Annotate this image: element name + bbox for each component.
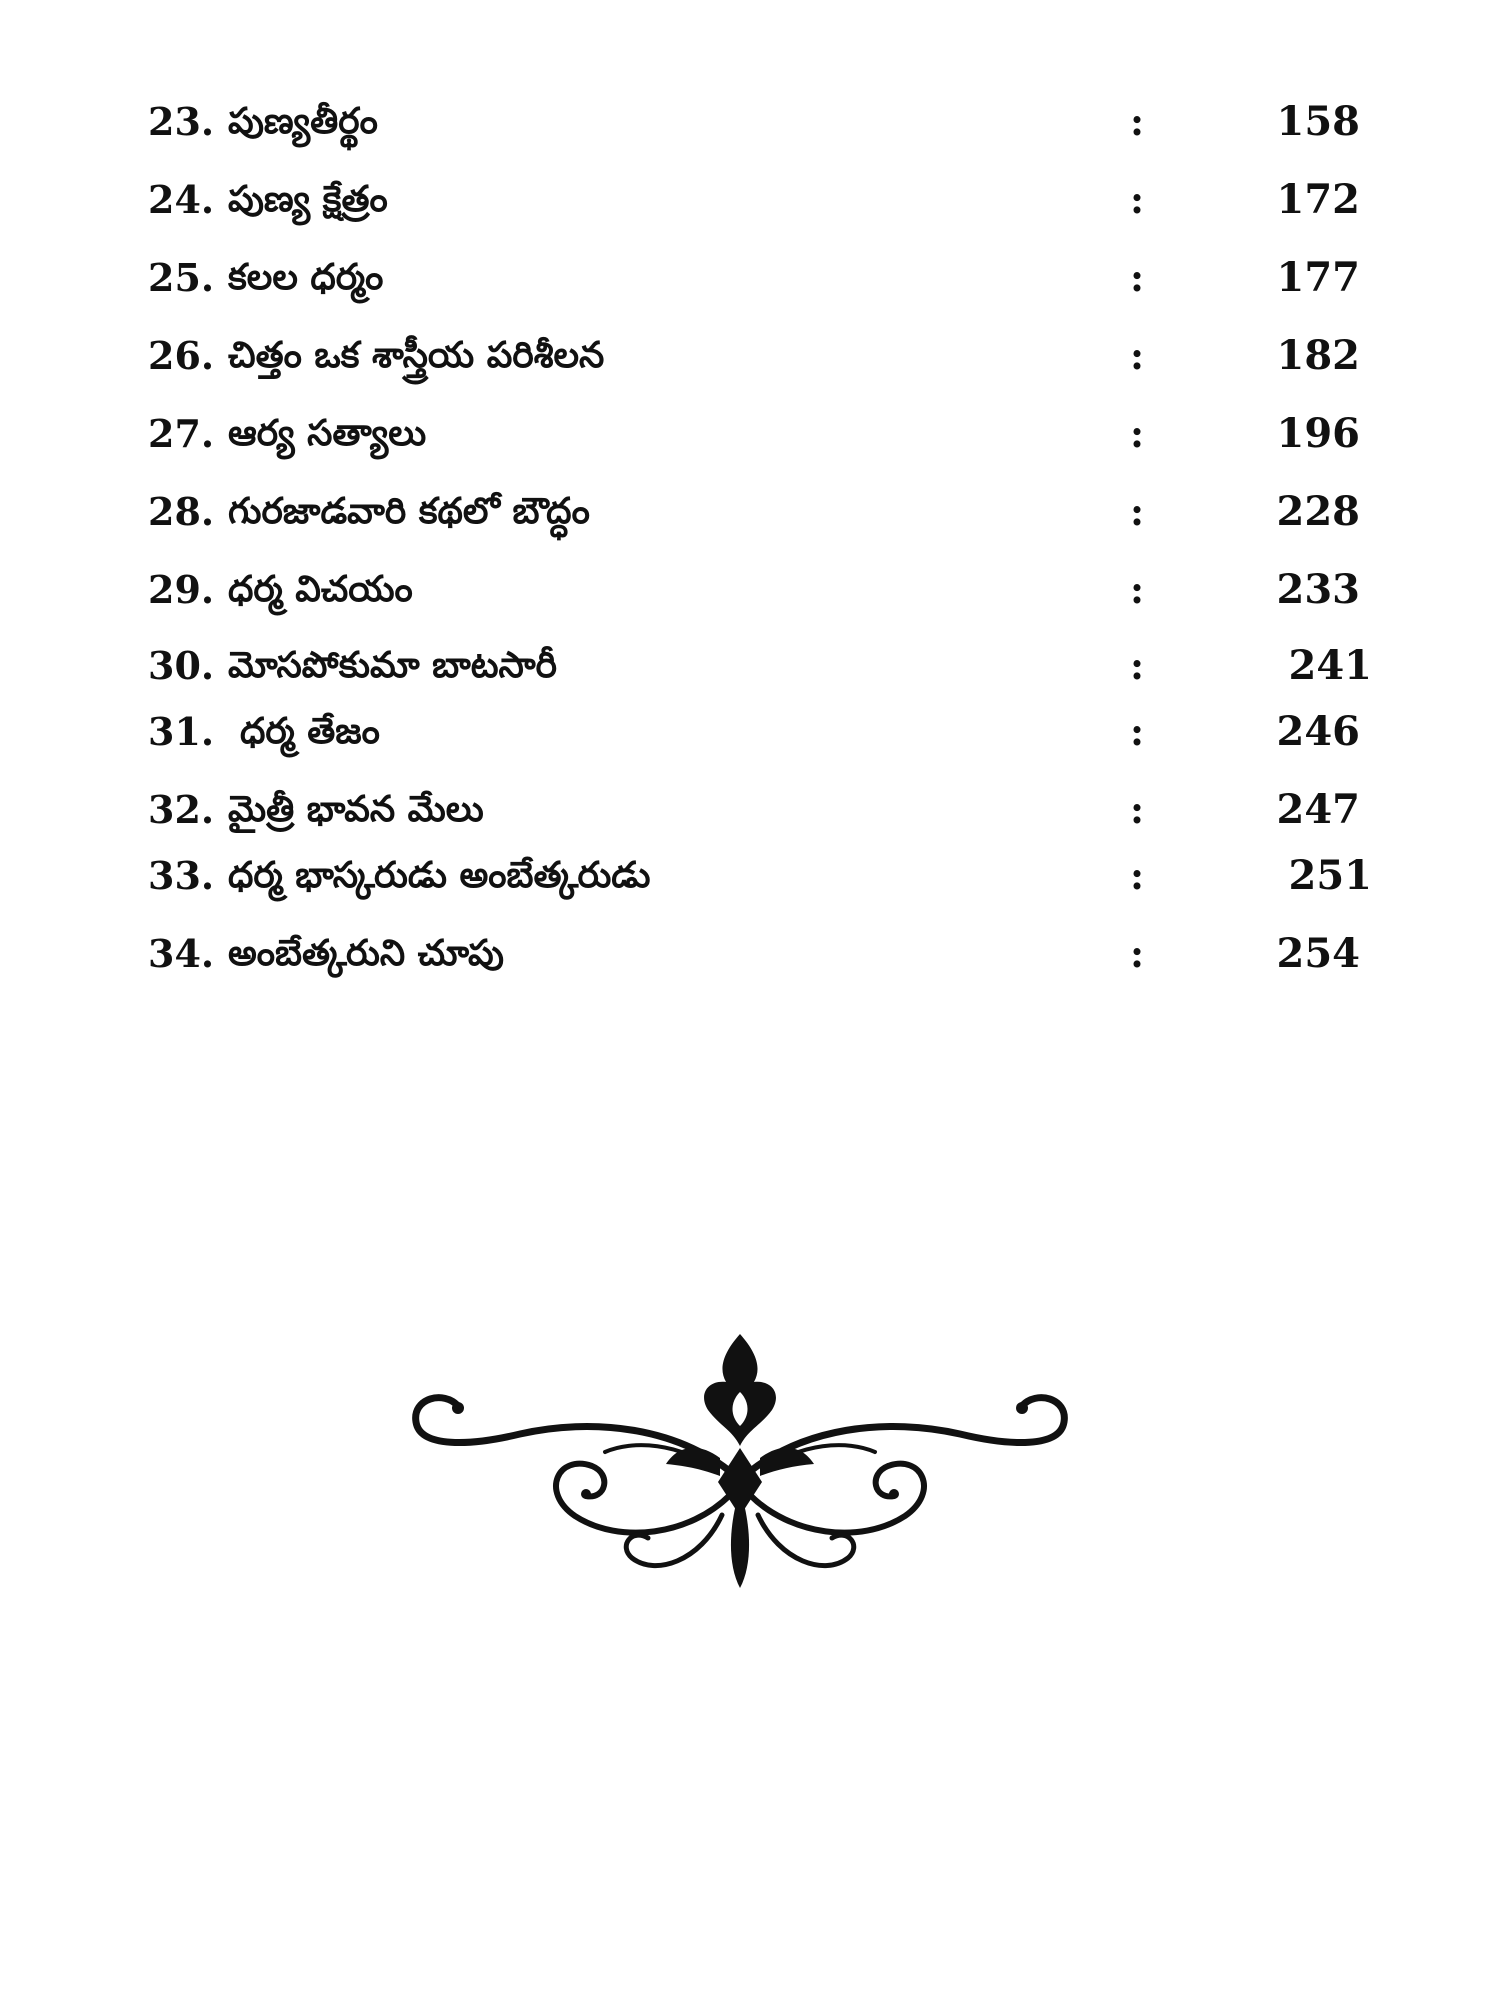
toc-entry [0, 248, 1500, 308]
toc-entry-number: 27. [148, 411, 215, 456]
toc-entry-separator: : [1130, 255, 1145, 300]
toc-entry-number: 24. [148, 177, 215, 222]
toc-entry-title: పుణ్యతీర్థం [228, 101, 378, 142]
toc-entry-number: 25. [148, 255, 215, 300]
toc-entry-title: గురజాడవారి కథలో బౌద్ధం [228, 491, 590, 532]
toc-entry-title: చిత్తం ఒక శాస్త్రీయ పరిశీలన [228, 335, 605, 376]
toc-entry-page: 228 [1276, 488, 1360, 535]
toc-entry-number: 28. [148, 489, 215, 534]
toc-entry-number: 34. [148, 931, 215, 976]
toc-entry [0, 326, 1500, 386]
toc-entry-page: 241 [1288, 642, 1372, 689]
toc-entry-number: 29. [148, 567, 215, 612]
floral-flourish-icon [400, 1330, 1080, 1600]
toc-entry-title: ఆర్య సత్యాలు [228, 413, 427, 454]
toc-entry [0, 92, 1500, 152]
toc-entry-page: 172 [1276, 176, 1360, 223]
toc-entry-number: 26. [148, 333, 215, 378]
toc-entry-separator: : [1130, 931, 1145, 976]
toc-entry-separator: : [1130, 333, 1145, 378]
toc-entry-page: 254 [1276, 930, 1360, 977]
toc-entry-separator: : [1130, 411, 1145, 456]
toc-entry-number: 31. [148, 709, 215, 754]
toc-entry-page: 233 [1276, 566, 1360, 613]
toc-entry-separator: : [1130, 567, 1145, 612]
toc-entry-title: ధర్మ తేజం [240, 711, 380, 752]
toc-entry [0, 924, 1500, 984]
toc-entry [0, 560, 1500, 620]
toc-entry-page: 251 [1288, 852, 1372, 899]
toc-entry [0, 636, 1500, 696]
toc-entry [0, 780, 1500, 840]
toc-entry [0, 702, 1500, 762]
toc-entry [0, 170, 1500, 230]
toc-entry-title: కలల ధర్మం [228, 257, 384, 298]
toc-entry-separator: : [1130, 787, 1145, 832]
toc-entry-separator: : [1130, 643, 1145, 688]
toc-entry-title: ధర్మ విచయం [228, 569, 413, 610]
toc-entry-title: మైత్రీ భావన మేలు [228, 789, 484, 830]
toc-entry-page: 177 [1276, 254, 1360, 301]
toc-entry-number: 30. [148, 643, 215, 688]
toc-entry-page: 246 [1276, 708, 1360, 755]
toc-entry [0, 482, 1500, 542]
toc-entry-number: 33. [148, 853, 215, 898]
toc-entry-separator: : [1130, 853, 1145, 898]
toc-entry [0, 404, 1500, 464]
toc-entry-number: 23. [148, 99, 215, 144]
toc-entry-page: 247 [1276, 786, 1360, 833]
toc-entry-title: పుణ్య క్షేత్రం [228, 179, 388, 220]
toc-entry-separator: : [1130, 177, 1145, 222]
toc-entry-separator: : [1130, 489, 1145, 534]
toc-entry-title: మోసపోకుమా బాటసారీ [228, 645, 557, 686]
toc-entry-number: 32. [148, 787, 215, 832]
toc-entry-separator: : [1130, 709, 1145, 754]
toc-entry [0, 846, 1500, 906]
toc-entry-page: 182 [1276, 332, 1360, 379]
toc-entry-separator: : [1130, 99, 1145, 144]
toc-entry-title: అంబేత్కరుని చూపు [228, 933, 504, 974]
toc-entry-page: 158 [1276, 98, 1360, 145]
toc-entry-page: 196 [1276, 410, 1360, 457]
toc-entry-title: ధర్మ భాస్కరుడు అంబేత్కరుడు [228, 855, 651, 896]
